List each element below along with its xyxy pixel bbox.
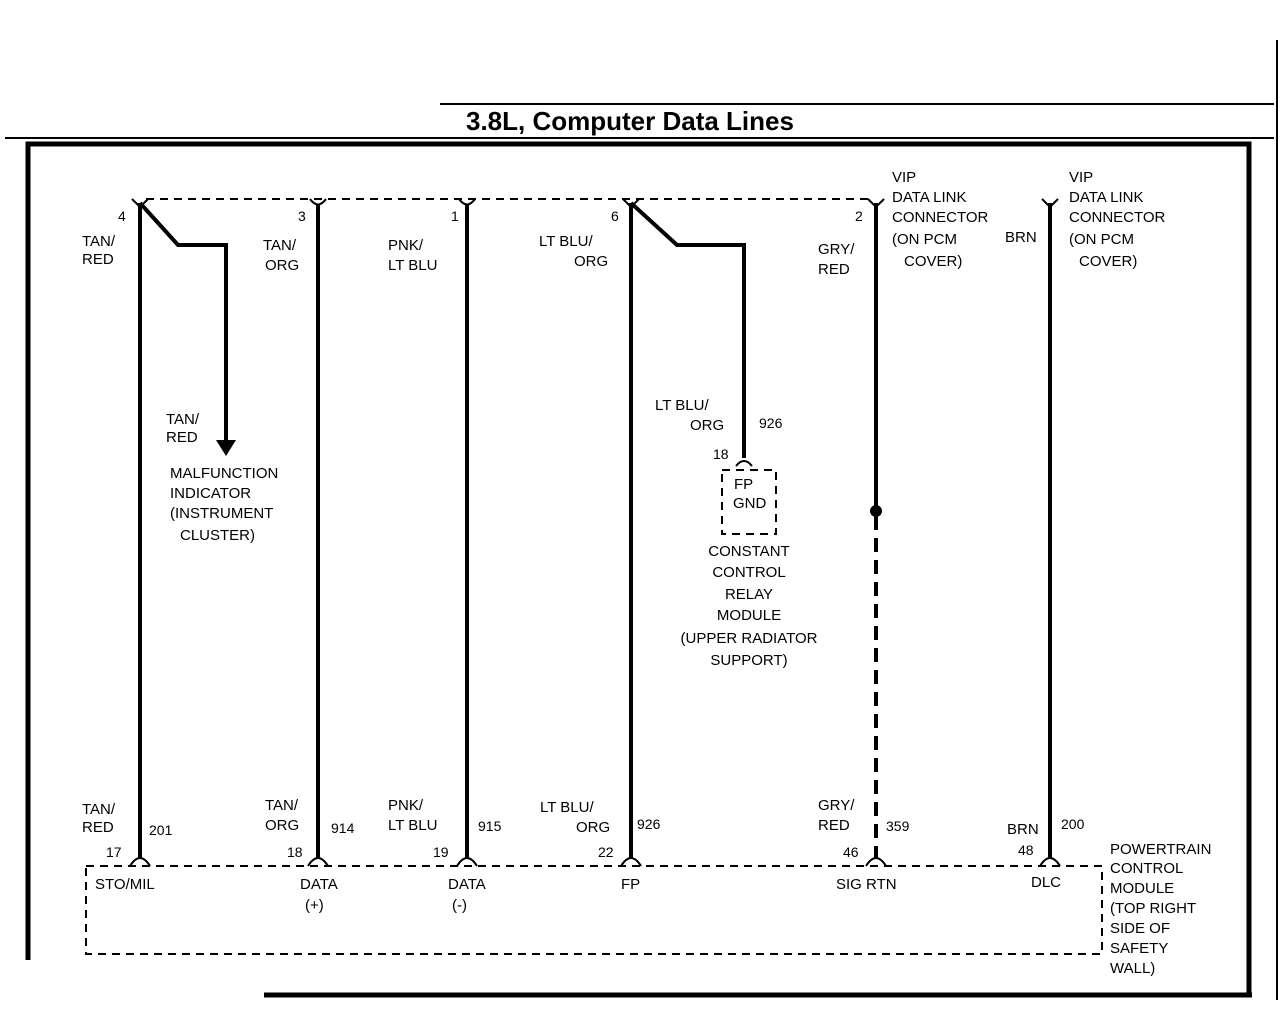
pcm-pin-name: (-) [452,897,467,914]
pcm-pin-number: 18 [287,844,303,860]
wire-color-label: GRY/ [818,797,855,814]
svg-text:CONTROL: CONTROL [712,564,786,581]
circuit-number: 926 [637,816,661,832]
circuit-number: 915 [478,818,502,834]
svg-text:VIP: VIP [892,169,917,186]
wire-color-label: PNK/ [388,797,424,814]
page-title: 3.8L, Computer Data Lines [466,106,794,136]
top-pin-number: 3 [298,208,306,224]
wire-color-label: RED [818,817,850,834]
svg-text:DATA LINK: DATA LINK [1069,189,1144,206]
svg-text:CONNECTOR: CONNECTOR [1069,209,1166,226]
pcm-pin-name: FP [621,876,641,893]
wire-color-label: TAN/ [82,233,116,250]
pcm-module-box [86,866,1102,954]
circuit-number: 359 [886,818,910,834]
svg-text:CLUSTER): CLUSTER) [180,527,256,544]
vip-connector-label [892,169,989,270]
mil-branch-wire [140,203,226,442]
wire-color-label: GRY/ [818,241,855,258]
wire-color-label: TAN/ [265,797,299,814]
circuit-number: 926 [759,415,783,431]
relay-branch-wire [631,203,744,458]
svg-text:COVER): COVER) [1079,253,1138,270]
relay-pin-marker [736,461,752,466]
svg-text:(ON PCM: (ON PCM [1069,231,1134,248]
pcm-label [1110,841,1211,977]
svg-text:SAFETY: SAFETY [1110,940,1169,957]
top-pin-number: 1 [451,208,459,224]
wire-color-label: ORG [265,257,300,274]
circuit-number: 200 [1061,816,1085,832]
pcm-pin-name: DATA [300,876,338,893]
pcm-pin-name: DATA [448,876,486,893]
wire-color-label: ORG [574,253,609,270]
bottom-pin-markers [130,858,1060,866]
wire-color-label: LT BLU [388,257,438,274]
svg-text:RELAY: RELAY [724,586,774,603]
svg-text:VIP: VIP [1069,169,1094,186]
svg-text:CONSTANT: CONSTANT [708,543,790,560]
relay-box-label: GND [733,495,767,512]
top-pin-number: 2 [855,208,863,224]
svg-text:WALL): WALL) [1110,960,1156,977]
svg-text:CONNECTOR: CONNECTOR [892,209,989,226]
wire-color-label: PNK/ [388,237,424,254]
wire-color-label: BRN [1005,229,1037,246]
wire-color-label: ORG [576,819,611,836]
pcm-pin-name: STO/MIL [95,876,155,893]
relay-box-label: FP [734,476,754,493]
pcm-pin-number: 22 [598,844,614,860]
svg-text:(ON PCM: (ON PCM [892,231,957,248]
vip-connector-label-brn [1069,169,1166,270]
wire-color-label: LT BLU/ [539,233,593,250]
pcm-pin-name: SIG RTN [836,876,897,893]
svg-text:(INSTRUMENT: (INSTRUMENT [170,505,274,522]
svg-text:INDICATOR: INDICATOR [170,485,252,502]
circuit-number: 201 [149,822,173,838]
wire-color-label: LT BLU/ [540,799,594,816]
svg-text:SIDE OF: SIDE OF [1110,920,1171,937]
wire-color-label: TAN/ [82,801,116,818]
svg-text:DATA LINK: DATA LINK [892,189,967,206]
top-pin-number: 4 [118,208,126,224]
svg-text:SUPPORT): SUPPORT) [710,652,788,669]
pcm-pin-number: 48 [1018,842,1034,858]
svg-text:CONTROL: CONTROL [1110,860,1184,877]
relay-destination-label [681,543,818,669]
wire-color-label: RED [82,819,114,836]
pcm-pin-number: 19 [433,844,449,860]
wire-color-label: TAN/ [166,411,200,428]
circuit-number: 914 [331,820,355,836]
pcm-pin-name: DLC [1031,874,1062,891]
svg-text:POWERTRAIN: POWERTRAIN [1110,841,1212,858]
pcm-pin-name: (+) [305,897,324,914]
wire-color-label: TAN/ [263,237,297,254]
svg-text:MODULE: MODULE [1110,880,1175,897]
wire-color-label: BRN [1007,821,1039,838]
wire-color-label: ORG [265,817,300,834]
splice-dot [870,505,882,517]
svg-text:MODULE: MODULE [716,607,782,624]
wire-color-label: LT BLU [388,817,438,834]
top-pin-number: 6 [611,208,619,224]
svg-text:(UPPER RADIATOR: (UPPER RADIATOR [680,630,818,647]
wire-color-label: RED [166,429,198,446]
wire-color-label: RED [818,261,850,278]
arrow-down-icon [216,440,236,456]
wire-color-label: RED [82,251,114,268]
svg-text:(TOP RIGHT: (TOP RIGHT [1110,900,1197,917]
wire-color-label: ORG [690,417,725,434]
wire-color-label: LT BLU/ [655,397,709,414]
relay-pin-number: 18 [713,446,729,462]
svg-text:COVER): COVER) [904,253,963,270]
mil-destination-label [170,465,278,544]
pcm-pin-number: 46 [843,844,859,860]
svg-text:MALFUNCTION: MALFUNCTION [170,465,279,482]
pcm-pin-number: 17 [106,844,122,860]
